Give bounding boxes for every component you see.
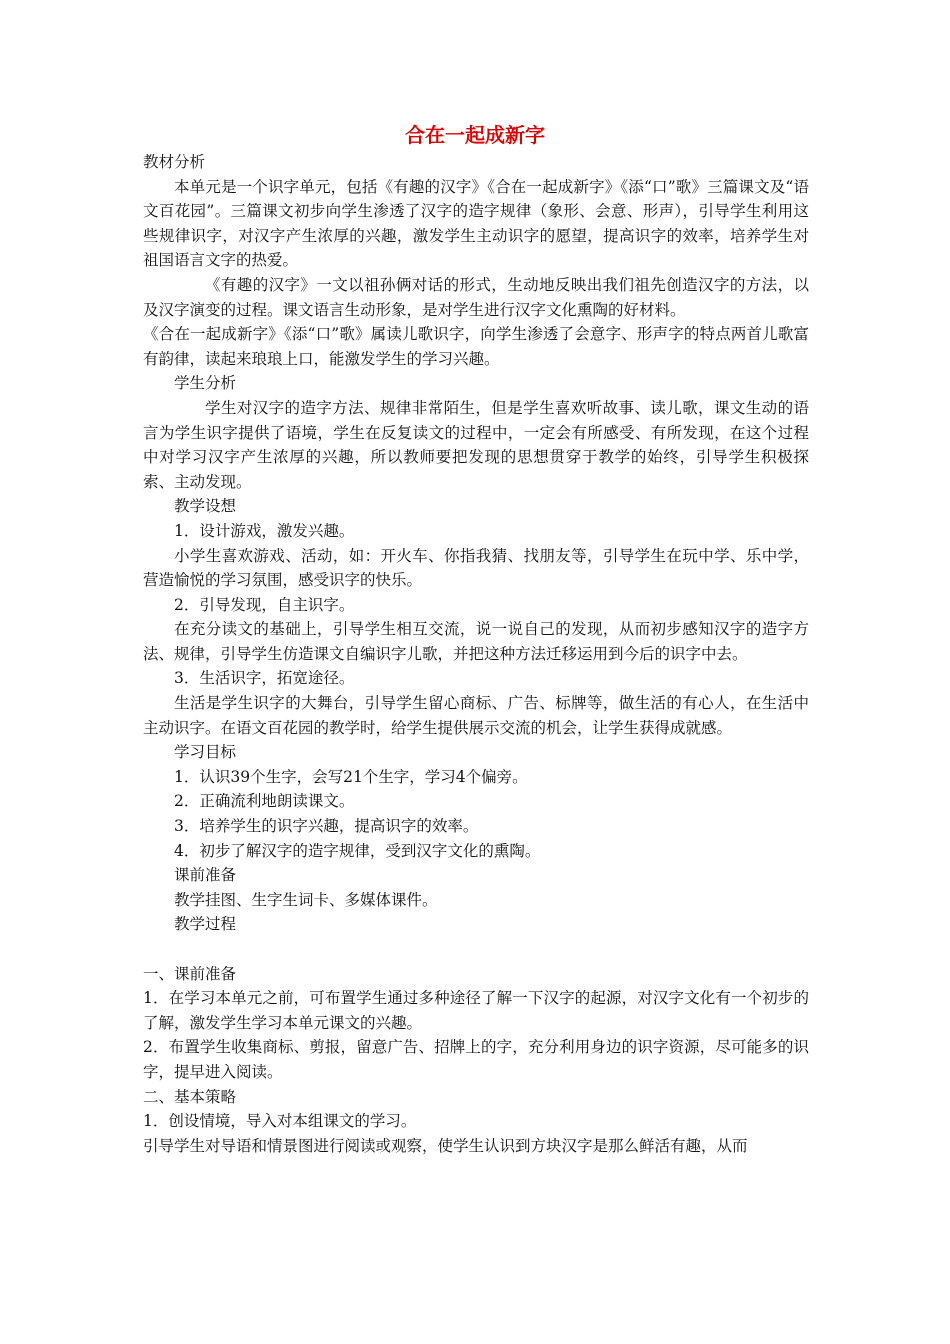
document-body [143,150,809,1158]
paragraph: 教材分析 [143,153,206,171]
blank-line [143,937,809,962]
paragraph: 教学挂图、生字生词卡、多媒体课件。 [174,890,438,909]
paragraph: 3．培养学生的识字兴趣，提高识字的效率。 [174,817,479,836]
paragraph: 1．创设情境，导入对本组课文的学习。 [143,1112,417,1131]
paragraph: 《合在一起成新字》《添“口”歌》属读儿歌识字，向学生渗透了会意字、形声字的特点两首儿歌富有韵律，读起来琅琅上口，能激发学生的学习兴趣。 [143,325,809,368]
document-title: 合在一起成新字 [405,123,545,147]
paragraph: 2．引导发现，自主识字。 [174,595,355,614]
paragraph: 二、基本策略 [143,1087,237,1106]
paragraph: 引导学生对导语和情景图进行阅读或观察，使学生认识到方块汉字是那么鲜活有趣，从而 [143,1136,748,1155]
paragraph: 1．认识39个生字，会写21个生字，学习4个偏旁。 [174,767,528,786]
paragraph: 本单元是一个识字单元，包括《有趣的汉字》《合在一起成新字》《添“口”歌》三篇课文及“语文百花园”。三篇课文初步向学生渗透了汉字的造字规律（象形、会意、形声），引导学生利用这些规律识字，对汉字产生浓厚的兴趣，激发学生主动识字的愿望，提高识字的效率，培养学生对祖国语言文字的热爱。 [143,177,809,270]
paragraph: 2．正确流利地朗读课文。 [174,792,355,811]
paragraph: 《有趣的汉字》一文以祖孙俩对话的形式，生动地反映出我们祖先创造汉字的方法，以及汉字演变的过程。课文语言生动形象，是对学生进行汉字文化熏陶的好材料。 [143,275,809,319]
paragraph: 学习目标 [174,743,237,762]
paragraph: 2．布置学生收集商标、剪报，留意广告、招牌上的字，充分利用身边的识字资源，尽可能多的识字，提早进入阅读。 [143,1038,809,1081]
paragraph: 1．在学习本单元之前，可布置学生通过多种途径了解一下汉字的起源，对汉字文化有一个初步的了解，激发学生学习本单元课文的兴趣。 [143,989,809,1032]
paragraph: 教学设想 [174,497,237,516]
paragraph: 4．初步了解汉字的造字规律，受到汉字文化的熏陶。 [174,841,541,860]
paragraph: 在充分读文的基础上，引导学生相互交流，说一说自己的发现，从而初步感知汉字的造字方法、规律，引导学生仿造课文自编识字儿歌，并把这种方法迁移运用到今后的识字中去。 [143,620,809,663]
paragraph: 小学生喜欢游戏、活动，如：开火车、你指我猜、找朋友等，引导学生在玩中学、乐中学，营造愉悦的学习氛围，感受识字的快乐。 [143,546,809,590]
paragraph: 生活是学生识字的大舞台，引导学生留心商标、广告、标牌等，做生活的有心人，在生活中主动识字。在语文百花园的教学时，给学生提供展示交流的机会，让学生获得成就感。 [143,694,809,737]
paragraph: 课前准备 [174,866,237,885]
paragraph: 一、课前准备 [143,964,237,983]
paragraph: 学生分析 [174,374,237,393]
paragraph: 3．生活识字，拓宽途径。 [174,669,355,688]
paragraph: 教学过程 [174,915,237,934]
paragraph: 学生对汉字的造字方法、规律非常陌生，但是学生喜欢听故事、读儿歌，课文生动的语言为学生识字提供了语境，学生在反复读文的过程中，一定会有所感受、有所发现，在这个过程中对学习汉字产生浓厚的兴趣，所以教师要把发现的思想贯穿于教学的始终，引导学生积极探索、主动发现。 [143,398,809,491]
paragraph: 1．设计游戏，激发兴趣。 [174,521,355,540]
